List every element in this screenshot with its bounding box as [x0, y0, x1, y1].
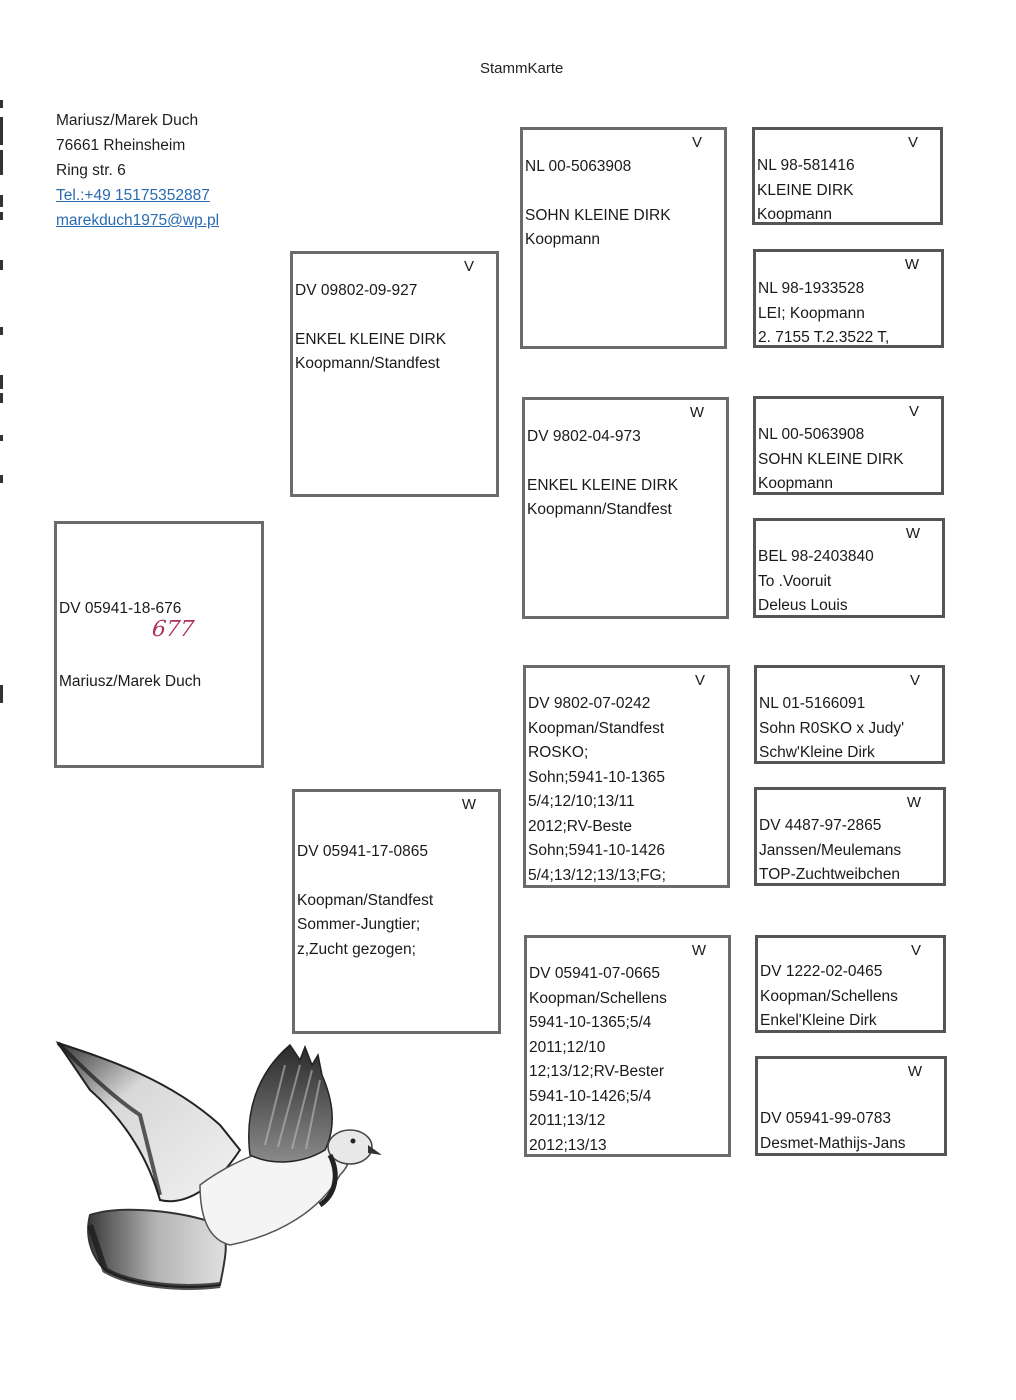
subject-ring: DV 05941-18-676: [59, 600, 182, 617]
grandfather-paternal-box: [520, 127, 727, 349]
great-grandparent-line: Janssen/Meulemans: [759, 841, 902, 859]
sex-marker: W: [906, 794, 921, 811]
grandparent-line: Sohn;5941-10-1426: [528, 842, 666, 859]
grandparent-line: Koopmann: [525, 231, 600, 248]
sex-marker: W: [689, 404, 704, 421]
grandparent-line: 2012;13/13: [529, 1136, 607, 1154]
sex-marker: V: [909, 672, 920, 689]
great-grandparent-line: Sohn R0SKO x Judy': [759, 719, 905, 737]
great-grandparent-line: KLEINE DIRK: [757, 181, 854, 199]
owner-address-block: [56, 108, 219, 233]
great-grandparent-box: [754, 787, 946, 886]
father-line: Koopmann/Standfest: [295, 355, 440, 372]
great-grandparent-box: [755, 1056, 947, 1156]
grandmother-maternal-box: [524, 935, 731, 1157]
pigeon-illustration: [50, 1035, 390, 1305]
grandparent-line: 2012;RV-Beste: [528, 817, 632, 835]
mother-line: Koopman/Standfest: [297, 891, 434, 909]
grandfather-maternal-box: [523, 665, 730, 888]
grandparent-line: Koopmann/Standfest: [527, 501, 672, 518]
document-title: StammKarte: [480, 60, 564, 77]
father-ring: DV 09802-09-927: [295, 282, 418, 299]
sex-marker: V: [907, 134, 918, 151]
sex-marker: V: [908, 403, 919, 420]
great-grandparent-line: Enkel'Kleine Dirk: [760, 1012, 877, 1029]
great-grandparent-line: Schw'Kleine Dirk: [759, 744, 875, 761]
great-grandparent-line: Koopman/Schellens: [760, 987, 898, 1005]
great-grandparent-ring: NL 98-1933528: [758, 280, 865, 297]
subject-box: [54, 521, 264, 768]
sex-marker: V: [463, 258, 474, 275]
mother-box: [292, 789, 501, 1034]
owner-email-link[interactable]: marekduch1975@wp.pl: [56, 212, 220, 229]
great-grandparent-ring: BEL 98-2403840: [758, 548, 874, 565]
father-line: ENKEL KLEINE DIRK: [295, 330, 447, 348]
great-grandparent-box: [753, 249, 944, 348]
grandparent-ring: NL 00-5063908: [525, 158, 632, 175]
great-grandparent-line: TOP-Zuchtweibchen: [759, 866, 900, 883]
grandmother-paternal-box: [522, 397, 729, 619]
great-grandparent-ring: NL 98-581416: [757, 157, 855, 174]
owner-name: Mariusz/Marek Duch: [56, 112, 199, 129]
grandparent-ring: DV 9802-04-973: [527, 428, 641, 445]
great-grandparent-box: [752, 127, 943, 225]
grandparent-line: SOHN KLEINE DIRK: [525, 206, 671, 224]
mother-line: Sommer-Jungtier;: [297, 916, 421, 933]
sex-marker: W: [907, 1063, 922, 1080]
great-grandparent-line: SOHN KLEINE DIRK: [758, 450, 904, 468]
great-grandparent-box: [754, 665, 945, 764]
grandparent-line: 5941-10-1426;5/4: [529, 1087, 652, 1105]
grandparent-line: 5/4;13/12;13/13;FG;: [528, 866, 666, 884]
sex-marker: W: [904, 256, 919, 273]
grandparent-line: ROSKO;: [528, 744, 589, 761]
grandparent-ring: DV 9802-07-0242: [528, 695, 651, 712]
great-grandparent-box: [753, 396, 944, 495]
great-grandparent-line: Koopmann: [757, 206, 832, 223]
great-grandparent-line: To .Vooruit: [758, 572, 832, 590]
owner-street: Ring str. 6: [56, 162, 126, 179]
grandparent-line: ENKEL KLEINE DIRK: [527, 476, 679, 494]
father-box: [290, 251, 499, 497]
grandparent-line: Koopman/Standfest: [528, 719, 665, 737]
grandparent-line: Sohn;5941-10-1365: [528, 768, 666, 786]
handwritten-note: 677: [150, 617, 196, 642]
owner-city: 76661 Rheinsheim: [56, 137, 186, 154]
sex-marker: W: [691, 942, 706, 959]
great-grandparent-ring: NL 00-5063908: [758, 426, 865, 443]
grandparent-ring: DV 05941-07-0665: [529, 965, 660, 982]
pigeon-eye: [351, 1139, 356, 1144]
grandparent-line: 2011;12/10: [529, 1038, 606, 1056]
sex-marker: W: [461, 796, 476, 813]
great-grandparent-line: 2. 7155 T.2.3522 T,: [758, 329, 890, 346]
grandparent-line: 12;13/12;RV-Bester: [529, 1063, 664, 1080]
great-grandparent-ring: DV 05941-99-0783: [760, 1110, 891, 1127]
great-grandparent-line: Desmet-Mathijs-Jans: [760, 1134, 906, 1152]
great-grandparent-ring: DV 4487-97-2865: [759, 817, 882, 834]
mother-line: z,Zucht gezogen;: [297, 940, 416, 958]
great-grandparent-line: Koopmann: [758, 475, 833, 492]
mother-ring: DV 05941-17-0865: [297, 843, 428, 860]
owner-phone-link[interactable]: Tel.:+49 15175352887: [56, 187, 210, 204]
grandparent-line: 2011;13/12: [529, 1112, 606, 1129]
great-grandparent-line: LEI; Koopmann: [758, 304, 865, 322]
sex-marker: V: [910, 942, 921, 959]
sex-marker: V: [694, 672, 705, 689]
grandparent-line: Koopman/Schellens: [529, 989, 667, 1007]
subject-breeder: Mariusz/Marek Duch: [59, 672, 202, 690]
great-grandparent-ring: NL 01-5166091: [759, 695, 866, 712]
grandparent-line: 5/4;12/10;13/11: [528, 793, 635, 810]
great-grandparent-box: [755, 935, 946, 1033]
great-grandparent-box: [753, 518, 945, 618]
great-grandparent-ring: DV 1222-02-0465: [760, 963, 883, 980]
great-grandparent-line: Deleus Louis: [758, 597, 848, 614]
pigeon-head: [328, 1130, 372, 1164]
scan-edge-marks: [0, 95, 4, 745]
sex-marker: V: [691, 134, 702, 151]
sex-marker: W: [905, 525, 920, 542]
grandparent-line: 5941-10-1365;5/4: [529, 1014, 652, 1031]
